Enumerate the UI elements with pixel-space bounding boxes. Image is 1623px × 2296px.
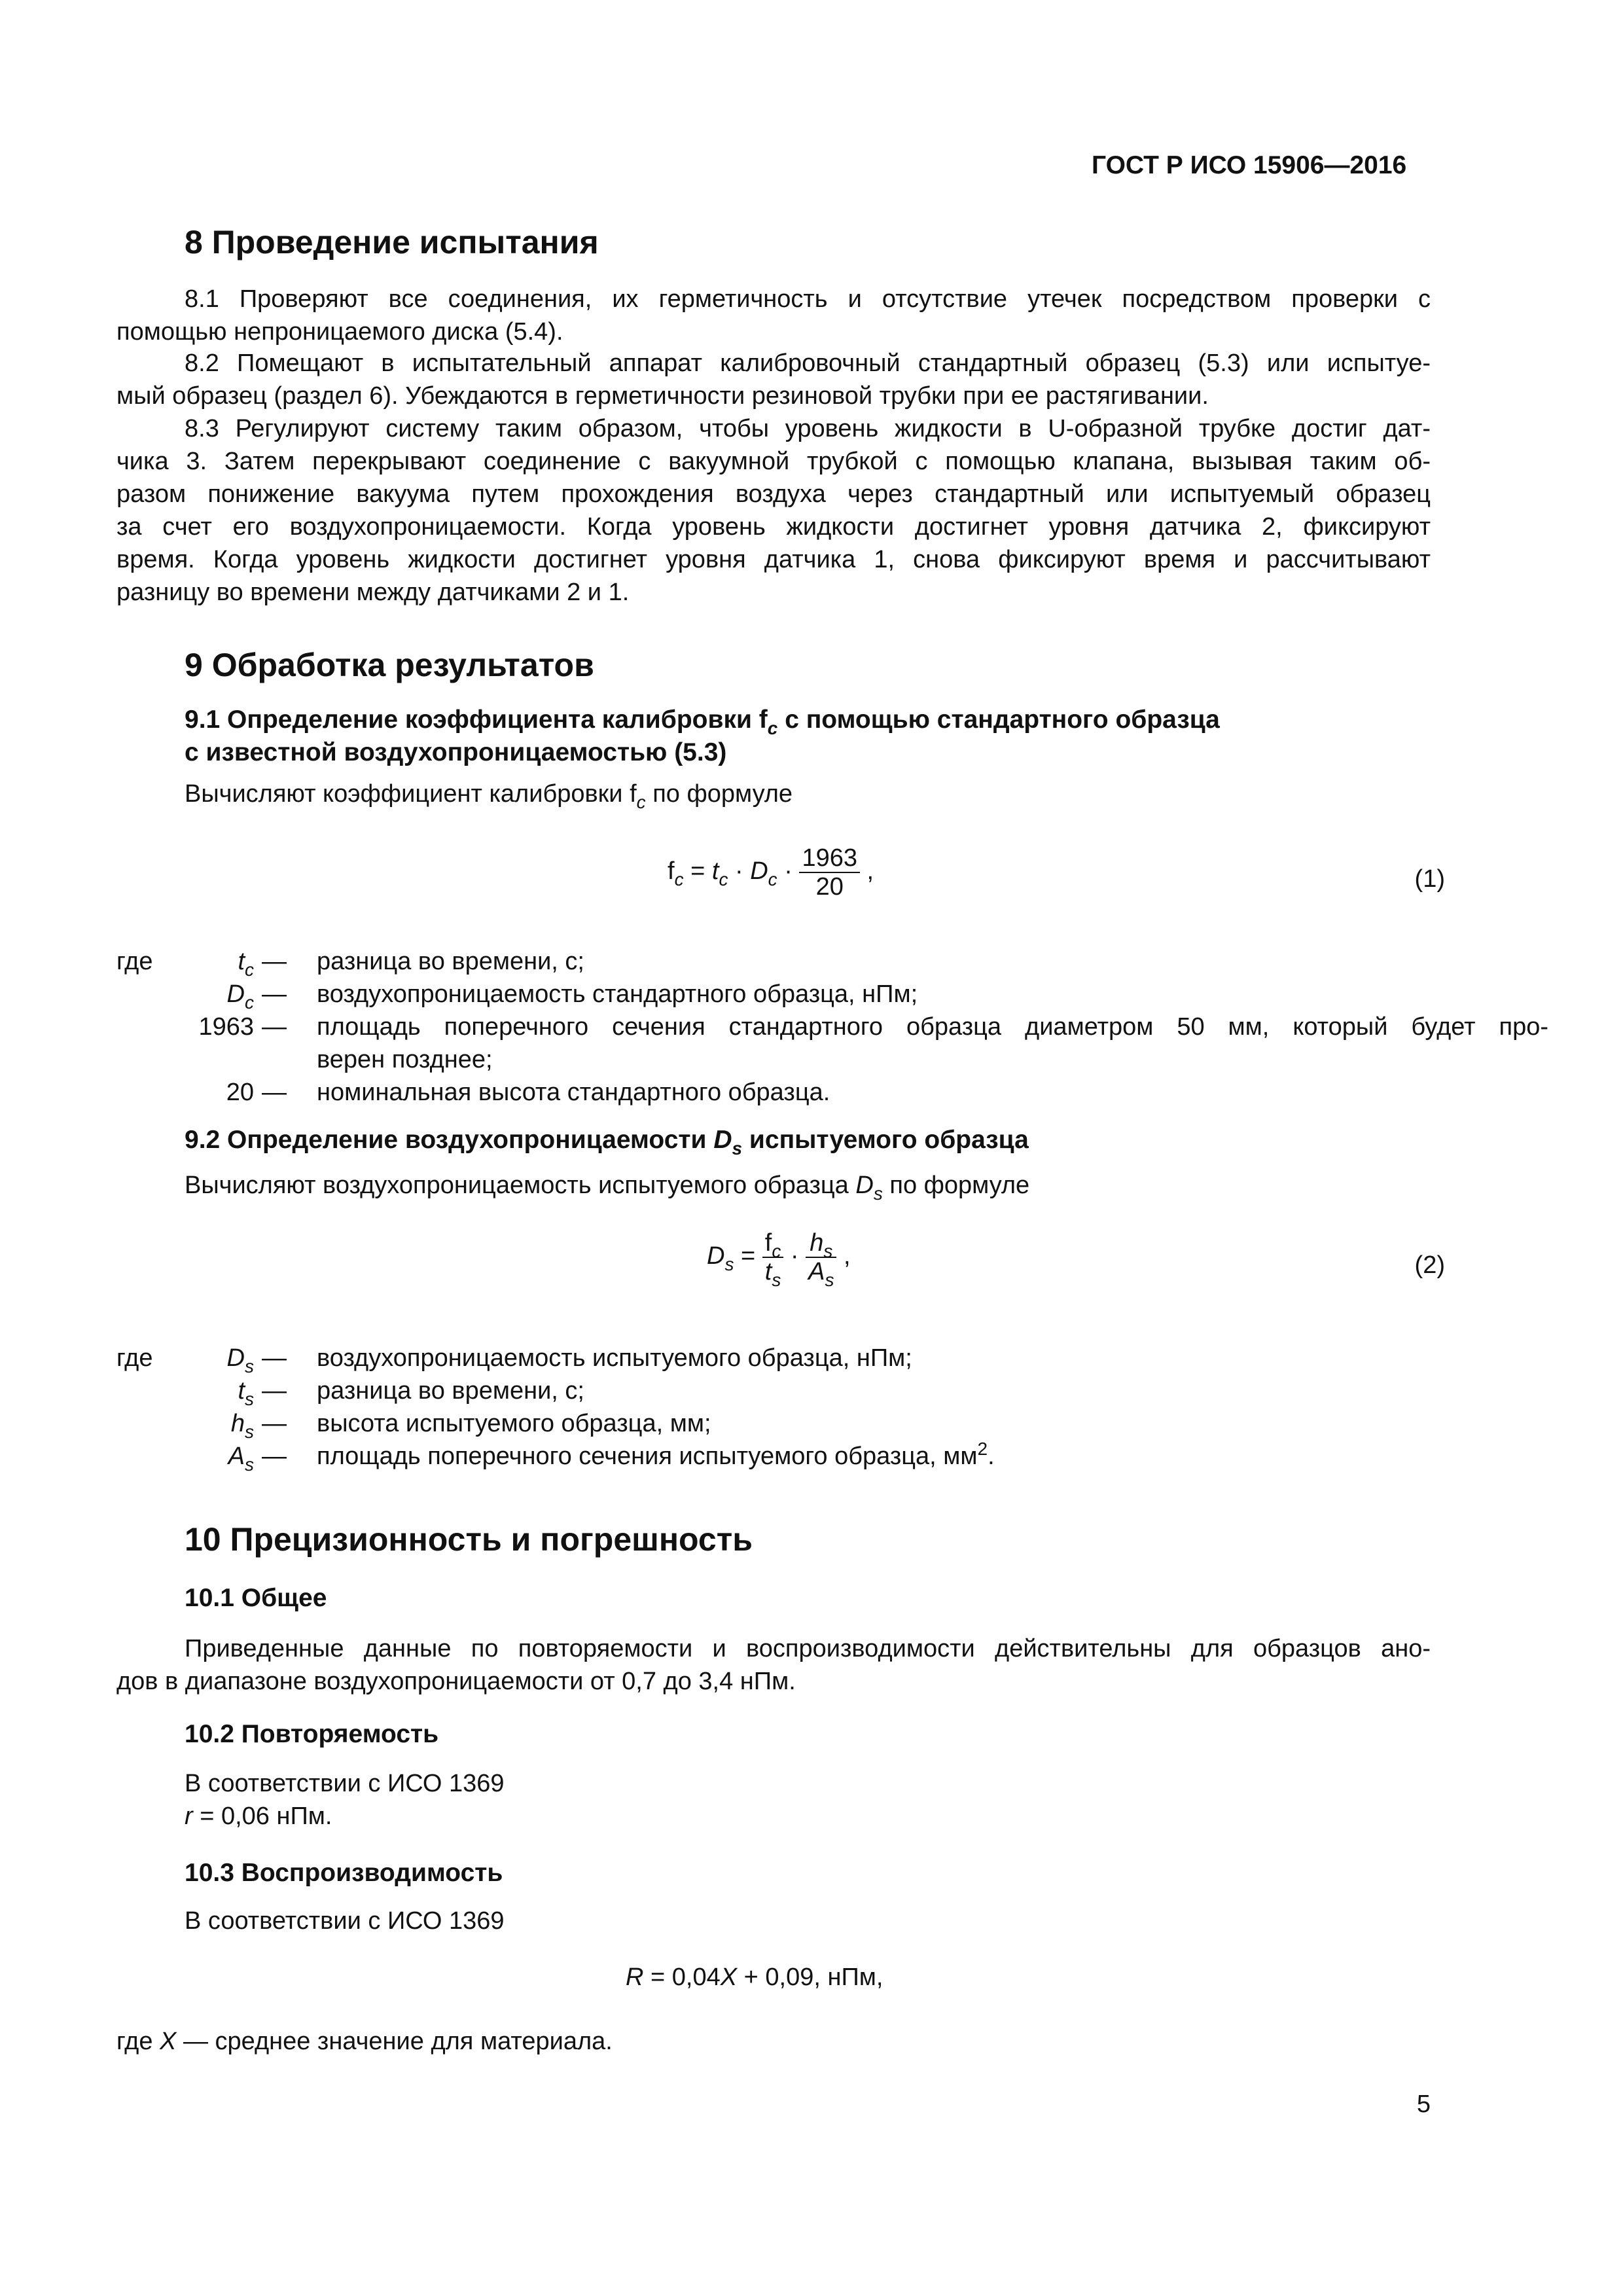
para-10-1-line-2: дов в диапазоне воздухопроницаемости от 0,7 до 3,4 нПм. [116, 1668, 796, 1695]
definition-dash: — [262, 1344, 287, 1372]
standard-header: ГОСТ Р ИСО 15906—2016 [1092, 151, 1407, 179]
subsection-10-3-title: 10.3 Воспроизводимость [185, 1859, 503, 1887]
formula-2-number: (2) [1414, 1251, 1445, 1279]
section-10-title: 10 Прецизионность и погрешность [185, 1521, 753, 1558]
formula-2-fraction-1 [762, 1229, 784, 1290]
para-8-1-line-1: 8.1 Проверяют все соединения, их герметичность и отсутствие утечек посредством проверки с [185, 285, 1431, 313]
subsection-9-2-title-symbol: D [713, 1126, 732, 1154]
subsection-9-2-title [185, 1123, 1029, 1157]
formula-1-d-sub: c [768, 869, 777, 890]
subsection-9-1-title-text: 9.1 Определение коэффициента калибровки f [185, 706, 768, 734]
definition-text-continuation: верен позднее; [317, 1046, 493, 1073]
reproducibility-symbol: R [626, 1964, 644, 1991]
definition-symbol-subscript: s [245, 1389, 254, 1409]
formula-1-number: (1) [1414, 865, 1445, 893]
definition-text: воздухопроницаемость испытуемого образца, нПм; [317, 1344, 912, 1372]
definition-dash: — [262, 948, 287, 975]
formula-2-comma: , [836, 1242, 851, 1270]
para-8-3-line-1: 8.3 Регулируют систему таким образом, чтобы уровень жидкости в U-образной трубке достиг дат- [185, 415, 1431, 442]
where-label: где [116, 2028, 160, 2055]
definition-text: разница во времени, с; [317, 1377, 584, 1405]
definition-symbol: 1963 [198, 1013, 254, 1041]
section-9-title: 9 Обработка результатов [185, 647, 594, 683]
formula-2-d1: t [764, 1258, 772, 1285]
para-8-3-line-2: чика 3. Затем перекрывают соединение с вакуумной трубкой с помощью клапана, вызывая таким об- [116, 448, 1431, 475]
definition-item-continuation [116, 1043, 1445, 1076]
formula-2-lhs: D [707, 1242, 725, 1270]
para-8-1-line-2: помощью непроницаемого диска (5.4). [116, 318, 563, 346]
definition-text [317, 1440, 995, 1473]
para-10-1-line-1: Приведенные данные по повторяемости и воспроизводимости действительны для образцов ано- [185, 1635, 1431, 1662]
formula-1-dot-1: · [728, 857, 751, 886]
formula-2-denominator-2 [806, 1258, 836, 1290]
definition-dash: — [262, 1410, 287, 1437]
definition-symbol-letter: t [238, 1377, 245, 1405]
formula-2-lhs-sub: s [724, 1254, 734, 1275]
definition-item [116, 1342, 1445, 1374]
para-9-1-intro-subscript: c [636, 792, 646, 812]
formula-2-numerator-2 [806, 1229, 836, 1261]
definition-symbol [116, 978, 254, 1011]
para-8-3-line-6: разницу во времени между датчиками 2 и 1. [116, 579, 630, 606]
formula-2-d2: A [808, 1258, 825, 1285]
formula-1-fraction [799, 844, 860, 901]
repeatability-text: = 0,06 нПм. [192, 1803, 332, 1830]
formula-2-n2: h [810, 1229, 824, 1257]
subsection-9-1-title [185, 703, 1220, 737]
definition-symbol-letter: t [238, 948, 245, 975]
definition-text-superscript: 2 [977, 1439, 988, 1459]
para-8-2-line-2: мый образец (раздел 6). Убеждаются в герметичности резиновой трубки при ее растягивании. [116, 382, 1209, 410]
definition-symbol [116, 1407, 254, 1440]
definition-text: разница во времени, с; [317, 948, 584, 975]
reproducibility-tail: + 0,09, нПм, [737, 1964, 883, 1991]
formula-1-denominator: 20 [815, 873, 844, 901]
formula-1-dot-2: · [777, 857, 800, 886]
definition-symbol-subscript: c [245, 960, 254, 980]
reproducibility-where [116, 2025, 613, 2058]
where-label: где [116, 1344, 153, 1372]
definition-dash: — [262, 980, 287, 1008]
definition-item [116, 1011, 1548, 1043]
definition-symbol-letter: D [226, 980, 245, 1008]
formula-1-lhs-sub: c [674, 869, 684, 890]
definition-text-period: . [988, 1443, 995, 1470]
formula-2-n1-sub: c [772, 1241, 781, 1261]
definition-symbol-letter: h [230, 1410, 245, 1437]
subsection-10-1-title: 10.1 Общее [185, 1584, 327, 1612]
definition-symbol-letter: D [226, 1344, 245, 1372]
definition-item [116, 945, 1445, 978]
para-9-1-intro-text: Вычисляют коэффициент калибровки f [185, 780, 637, 808]
formula-2-equals: = [734, 1242, 762, 1270]
formula-2-fraction-2 [806, 1229, 836, 1290]
formula-1 [668, 844, 874, 901]
definition-text: воздухопроницаемость стандартного образца, нПм; [317, 980, 918, 1008]
definition-item [116, 1407, 1445, 1440]
definition-dash: — [262, 1377, 287, 1405]
definition-symbol [116, 1440, 254, 1473]
formula-1-comma: , [860, 857, 874, 886]
subsection-9-1-title-line-2: с известной воздухопроницаемостью (5.3) [185, 738, 727, 766]
reproducibility-variable: X [720, 1964, 738, 1991]
definition-text-main: площадь поперечного сечения испытуемого образца, мм [317, 1443, 978, 1470]
para-9-2-intro-subscript: s [873, 1183, 883, 1204]
definition-text: номинальная высота стандартного образца. [317, 1079, 830, 1106]
formula-2-dot: · [783, 1242, 806, 1270]
para-8-3-line-4: за счет его воздухопроницаемости. Когда уровень жидкости достигнет уровня датчика 2, фиксируют [116, 513, 1431, 541]
definition-symbol [116, 945, 254, 978]
definition-symbol [116, 1374, 254, 1407]
para-8-3-line-5: время. Когда уровень жидкости достигнет уровня датчика 1, снова фиксируют время и рассчитывают [116, 546, 1431, 573]
page-number: 5 [1416, 2090, 1431, 2118]
subsection-9-2-title-subscript: s [732, 1138, 743, 1158]
definition-symbol [116, 1342, 254, 1374]
para-10-2-line-1: В соответствии с ИСО 1369 [185, 1770, 505, 1797]
definition-symbol-subscript: c [245, 992, 254, 1013]
where-label: где [116, 948, 153, 975]
para-9-2-intro [185, 1169, 1029, 1202]
definition-dash: — [262, 1013, 287, 1041]
definition-dash: — [262, 1443, 287, 1470]
reproducibility-formula [626, 1961, 883, 1994]
formula-1-numerator: 1963 [799, 844, 860, 873]
para-9-2-intro-symbol: D [855, 1172, 874, 1199]
definition-item [116, 1076, 1445, 1109]
definition-dash: — [262, 1079, 287, 1106]
para-9-2-intro-text-end: по формуле [882, 1172, 1030, 1199]
formula-2-n2-sub: s [823, 1241, 833, 1261]
para-9-1-intro-text-end: по формуле [645, 780, 793, 808]
definition-item [116, 1440, 1445, 1473]
subsection-10-2-title: 10.2 Повторяемость [185, 1720, 439, 1748]
formula-1-t: t [711, 857, 719, 886]
definition-symbol-subscript: s [245, 1454, 254, 1475]
definition-item [116, 1374, 1445, 1407]
para-8-2-line-1: 8.2 Помещают в испытательный аппарат калибровочный стандартный образец (5.3) или испытуе- [185, 350, 1431, 377]
definition-symbol-subscript: s [245, 1422, 254, 1442]
formula-1-t-sub: c [719, 869, 728, 890]
subsection-9-2-title-text: 9.2 Определение воздухопроницаемости [185, 1126, 714, 1154]
para-8-3-line-3: разом понижение вакуума путем прохождения воздуха через стандартный или испытуемый образец [116, 480, 1431, 508]
definition-item [116, 978, 1445, 1011]
formula-2-d2-sub: s [825, 1270, 834, 1290]
formula-2-d1-sub: s [772, 1270, 781, 1290]
definition-symbol-letter: A [228, 1443, 245, 1470]
subsection-9-2-title-text-end: испытуемого образца [742, 1126, 1029, 1154]
para-9-2-intro-text: Вычисляют воздухопроницаемость испытуемого образца [185, 1172, 856, 1199]
formula-2 [707, 1229, 851, 1290]
para-9-1-intro [185, 778, 793, 810]
formula-2-denominator-1 [762, 1258, 784, 1290]
formula-2-numerator-1 [762, 1229, 784, 1261]
formula-1-d: D [750, 857, 768, 886]
definition-symbol: 20 [226, 1079, 254, 1106]
para-10-3-line-1: В соответствии с ИСО 1369 [185, 1907, 505, 1935]
definition-text: высота испытуемого образца, мм; [317, 1410, 711, 1437]
formula-1-equals: = [683, 857, 712, 886]
repeatability-symbol: r [185, 1803, 193, 1830]
reproducibility-coefficient: = 0,04 [643, 1964, 721, 1991]
definition-symbol-subscript: s [245, 1356, 254, 1376]
subsection-9-1-title-text-end: с помощью стандартного образца [777, 706, 1220, 734]
where-variable: X [160, 2028, 177, 2055]
section-8-title: 8 Проведение испытания [185, 224, 599, 260]
definition-text: площадь поперечного сечения стандартного образца диаметром 50 мм, который будет про- [317, 1013, 1548, 1041]
formula-1-lhs: f [668, 857, 675, 886]
formula-2-definitions [116, 1342, 1445, 1473]
subsection-9-1-title-subscript: c [767, 718, 778, 738]
repeatability-value [185, 1800, 332, 1833]
where-text: — среднее значение для материала. [176, 2028, 613, 2055]
formula-2-n1: f [764, 1229, 772, 1257]
formula-1-definitions [116, 945, 1548, 1109]
